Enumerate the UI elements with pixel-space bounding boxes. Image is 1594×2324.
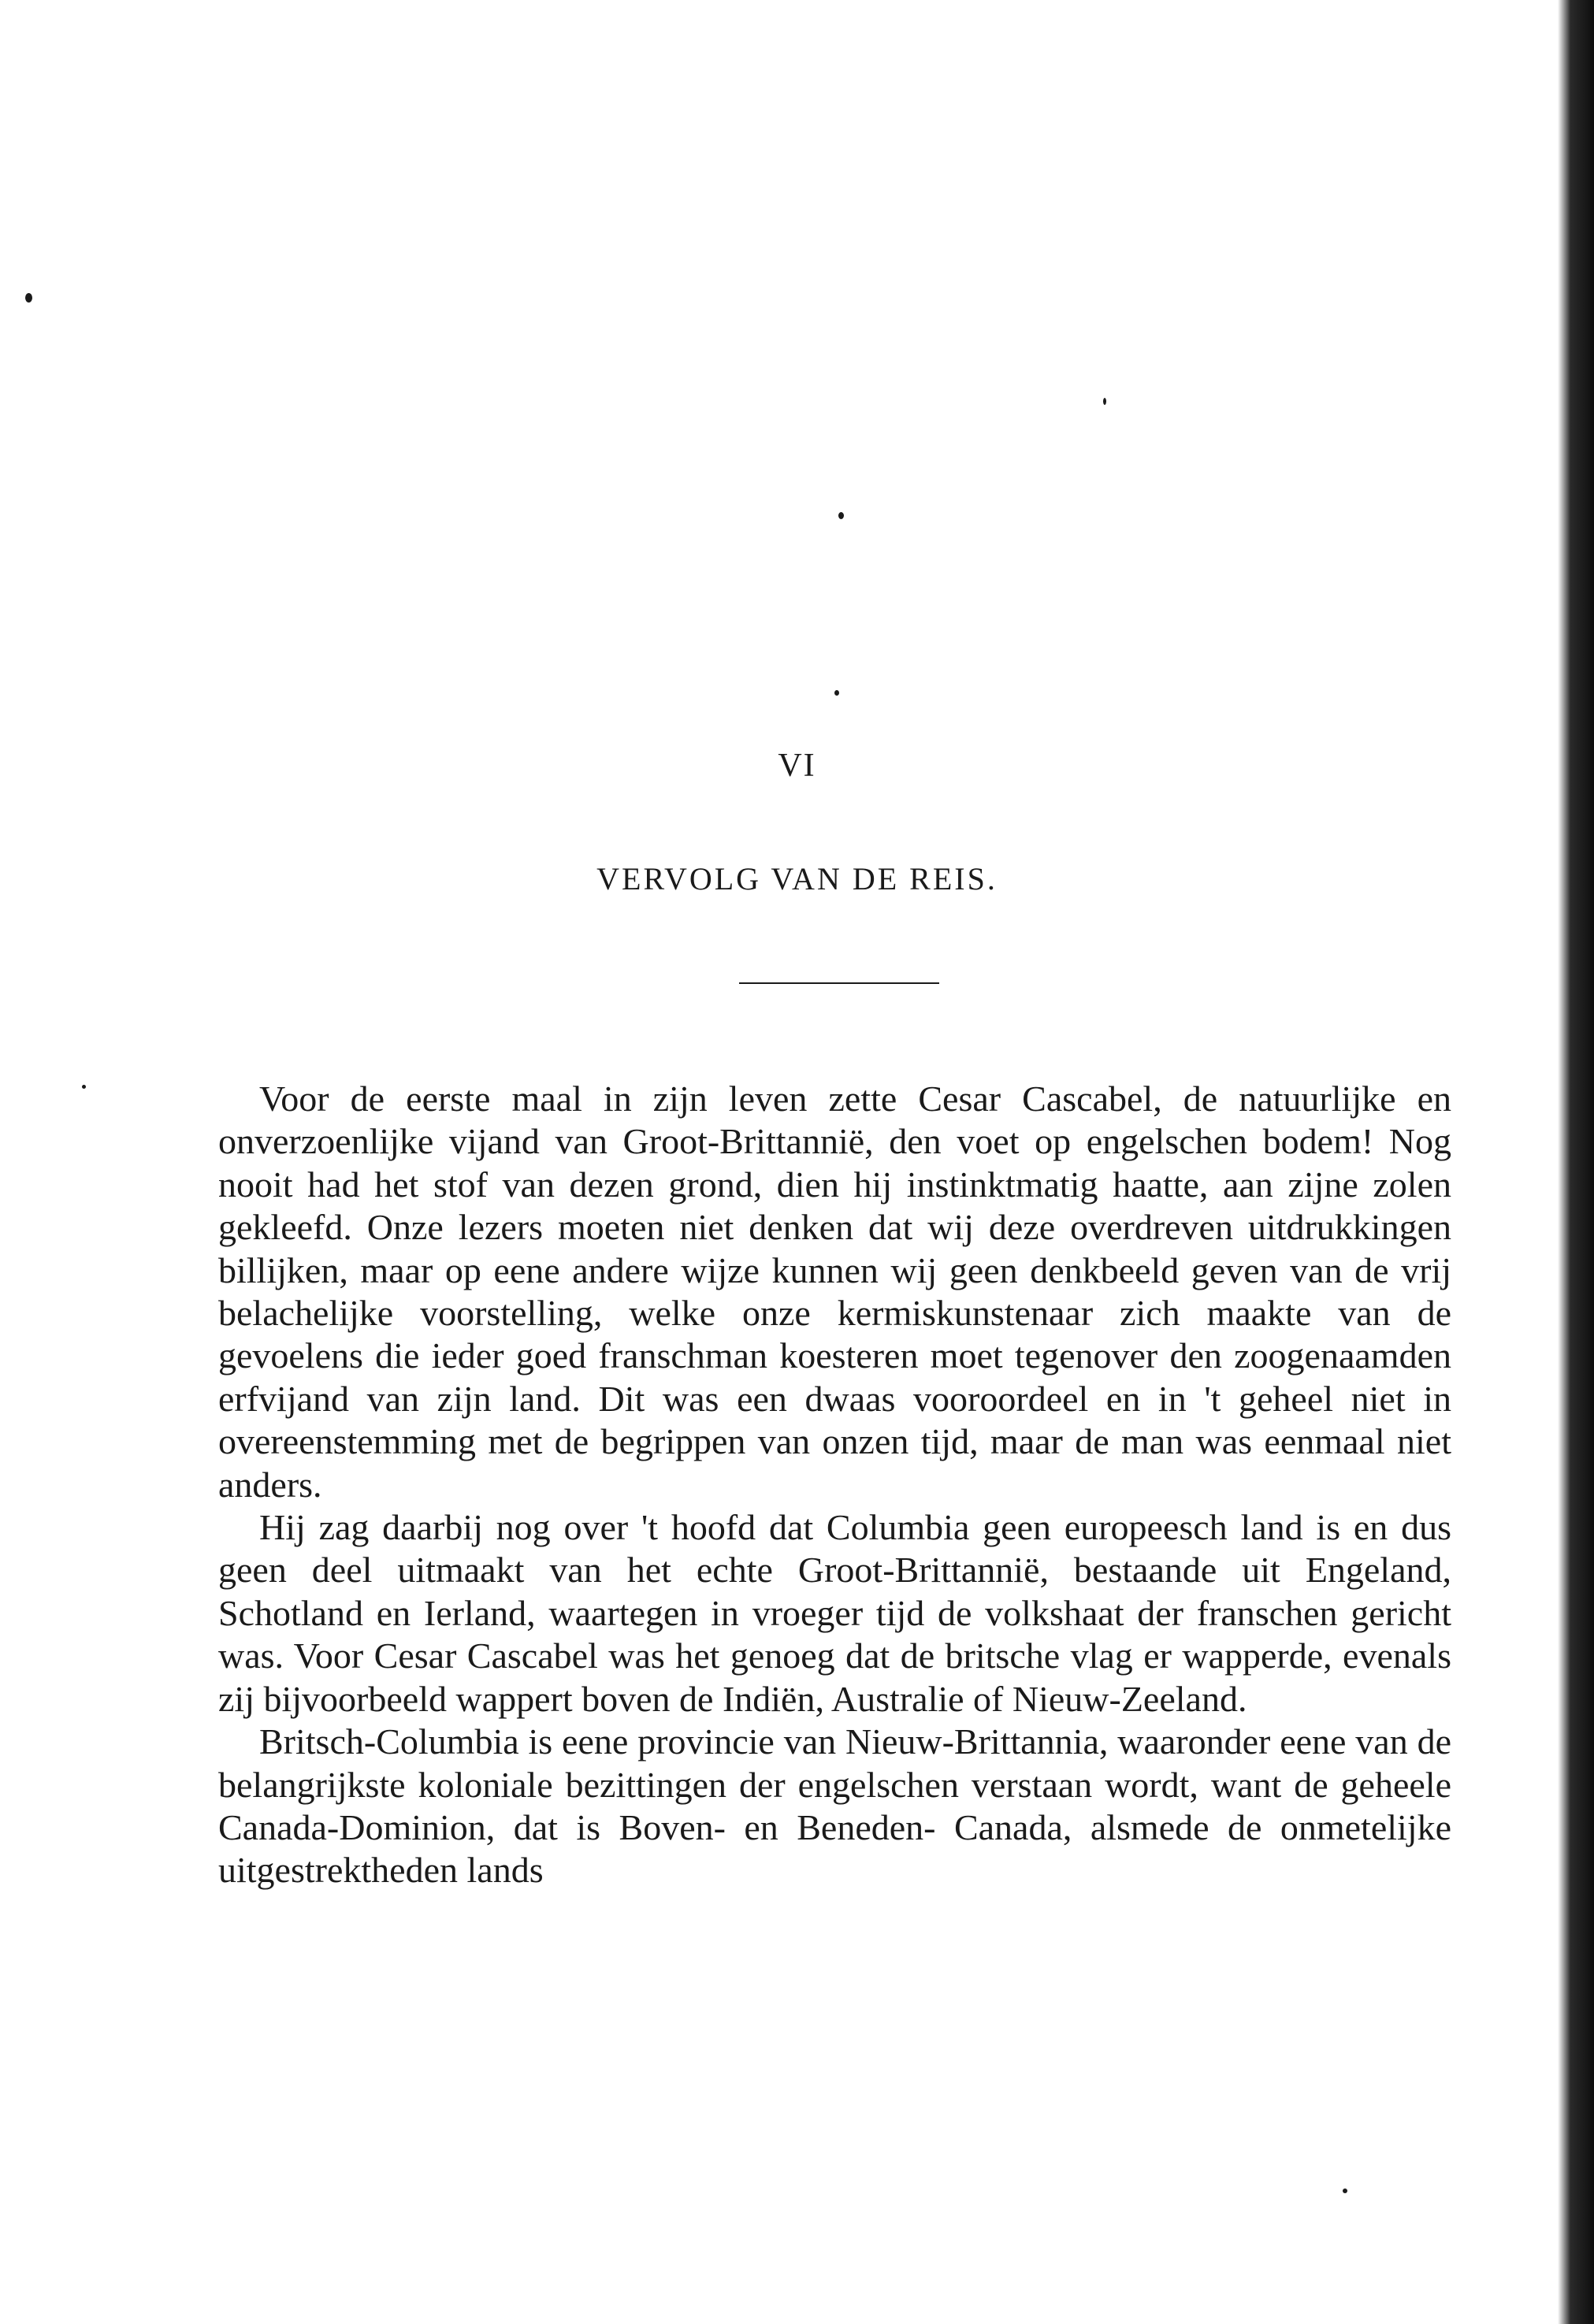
print-speck <box>1343 2188 1347 2193</box>
chapter-title: VERVOLG VAN DE REIS. <box>596 861 998 897</box>
section-divider <box>739 982 939 984</box>
paragraph: Britsch-Columbia is eene provincie van Nieuw-Brittannia, waaronder eene van de belangrijkste koloniale bezittingen der engelschen verstaan wordt, want de geheele Canada-Dominion, dat is Boven- en Beneden- Canada, alsmede de onmetelijke uitgestrektheden lands <box>218 1721 1451 1891</box>
chapter-number: VI <box>778 748 816 784</box>
print-speck <box>834 690 839 696</box>
page-edge-shadow <box>1558 0 1594 2324</box>
chapter-body <box>218 1078 1451 1892</box>
paragraph: Voor de eerste maal in zijn leven zette Cesar Cascabel, de natuurlijke en onverzoenlijke vijand van Groot-Brittannië, den voet op engelschen bodem! Nog nooit had het stof van dezen grond, dien hij instinktmatig haatte, aan zijne zolen gekleefd. Onze lezers moeten niet denken dat wij deze overdreven uitdrukkingen billijken, maar op eene andere wijze kunnen wij geen denkbeeld geven van de vrij belachelijke voorstelling, welke onze kermiskunstenaar zich maakte van de gevoelens die ieder goed franschman koesteren moet tegenover den zoogenaamden erfvijand van zijn land. Dit was een dwaas vooroordeel en in 't geheel niet in overeenstemming met de begrippen van onzen tijd, maar de man was eenmaal niet anders. <box>218 1078 1451 1505</box>
print-speck <box>1103 398 1106 405</box>
print-speck <box>25 293 32 303</box>
print-speck <box>838 512 844 519</box>
print-speck <box>82 1085 86 1089</box>
paragraph: Hij zag daarbij nog over 't hoofd dat Columbia geen europeesch land is en dus geen deel uitmaakt van het echte Groot-Brittannië, bestaande uit Engeland, Schotland en Ierland, waartegen in vroeger tijd de volkshaat der franschen gericht was. Voor Cesar Cascabel was het genoeg dat de britsche vlag er wapperde, evenals zij bijvoorbeeld wappert boven de Indiën, Australie of Nieuw-Zeeland. <box>218 1507 1451 1719</box>
